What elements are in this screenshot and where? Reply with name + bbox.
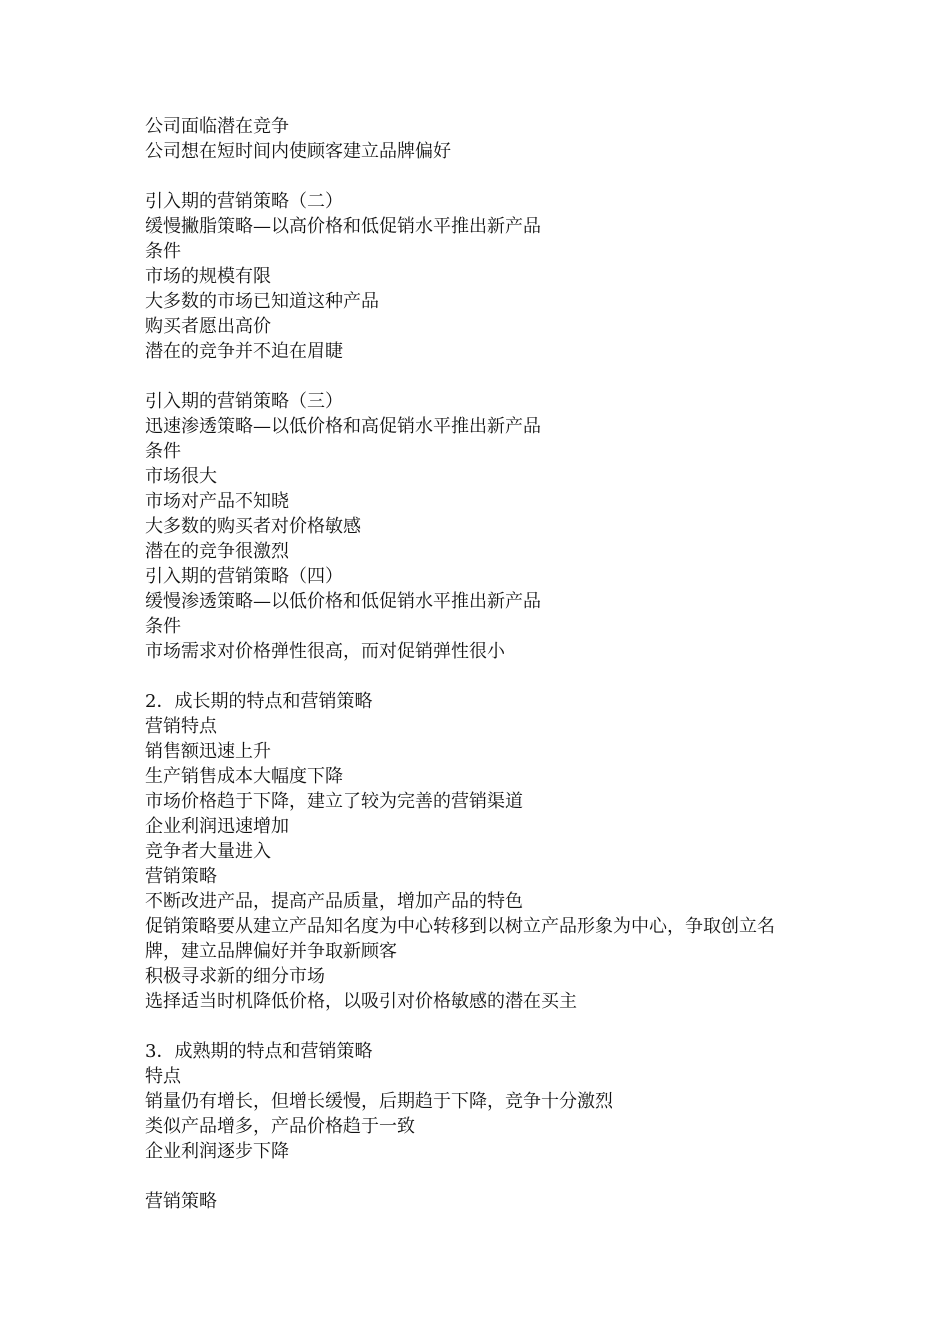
text-line: 竞争者大量进入: [145, 841, 271, 862]
section-heading: 引入期的营销策略（四）: [145, 566, 343, 587]
text-line: 牌，建立品牌偏好并争取新顾客: [145, 941, 397, 962]
text-line: 缓慢渗透策略—以低价格和低促销水平推出新产品: [145, 591, 541, 612]
text-line: 市场对产品不知晓: [145, 491, 289, 512]
blank-line: [145, 1014, 825, 1039]
text-line: 潜在的竞争很激烈: [145, 541, 289, 562]
text-line: 缓慢撇脂策略—以高价格和低促销水平推出新产品: [145, 216, 541, 237]
section-heading: 引入期的营销策略（二）: [145, 191, 343, 212]
text-line: 类似产品增多，产品价格趋于一致: [145, 1116, 415, 1137]
text-line: 条件: [145, 616, 181, 637]
text-line: 销售额迅速上升: [145, 741, 271, 762]
document-body: [145, 114, 825, 1214]
blank-line: [145, 664, 825, 689]
blank-line: [145, 1164, 825, 1189]
text-line: 销量仍有增长，但增长缓慢，后期趋于下降，竞争十分激烈: [145, 1091, 613, 1112]
text-line: 营销特点: [145, 716, 217, 737]
blank-line: [145, 164, 825, 189]
text-line: 公司面临潜在竞争: [145, 116, 289, 137]
section-heading: 3．成熟期的特点和营销策略: [145, 1041, 373, 1062]
text-line: 生产销售成本大幅度下降: [145, 766, 343, 787]
text-line: 营销策略: [145, 1191, 217, 1212]
text-line: 迅速渗透策略—以低价格和高促销水平推出新产品: [145, 416, 541, 437]
text-line: 企业利润逐步下降: [145, 1141, 289, 1162]
text-line: 积极寻求新的细分市场: [145, 966, 325, 987]
section-heading: 2．成长期的特点和营销策略: [145, 691, 373, 712]
text-line: 大多数的购买者对价格敏感: [145, 516, 361, 537]
text-line: 营销策略: [145, 866, 217, 887]
text-line: 选择适当时机降低价格，以吸引对价格敏感的潜在买主: [145, 991, 577, 1012]
text-line: 购买者愿出高价: [145, 316, 271, 337]
text-line: 大多数的市场已知道这种产品: [145, 291, 379, 312]
text-line: 条件: [145, 441, 181, 462]
text-line: 市场价格趋于下降，建立了较为完善的营销渠道: [145, 791, 523, 812]
text-line: 市场的规模有限: [145, 266, 271, 287]
text-line: 条件: [145, 241, 181, 262]
section-heading: 引入期的营销策略（三）: [145, 391, 343, 412]
text-line: 潜在的竞争并不迫在眉睫: [145, 341, 343, 362]
text-line: 企业利润迅速增加: [145, 816, 289, 837]
text-line: 促销策略要从建立产品知名度为中心转移到以树立产品形象为中心，争取创立名: [145, 916, 775, 937]
text-line: 特点: [145, 1066, 181, 1087]
text-line: 不断改进产品，提高产品质量，增加产品的特色: [145, 891, 523, 912]
text-line: 市场需求对价格弹性很高，而对促销弹性很小: [145, 641, 505, 662]
text-line: 市场很大: [145, 466, 217, 487]
blank-line: [145, 364, 825, 389]
text-line: 公司想在短时间内使顾客建立品牌偏好: [145, 141, 451, 162]
